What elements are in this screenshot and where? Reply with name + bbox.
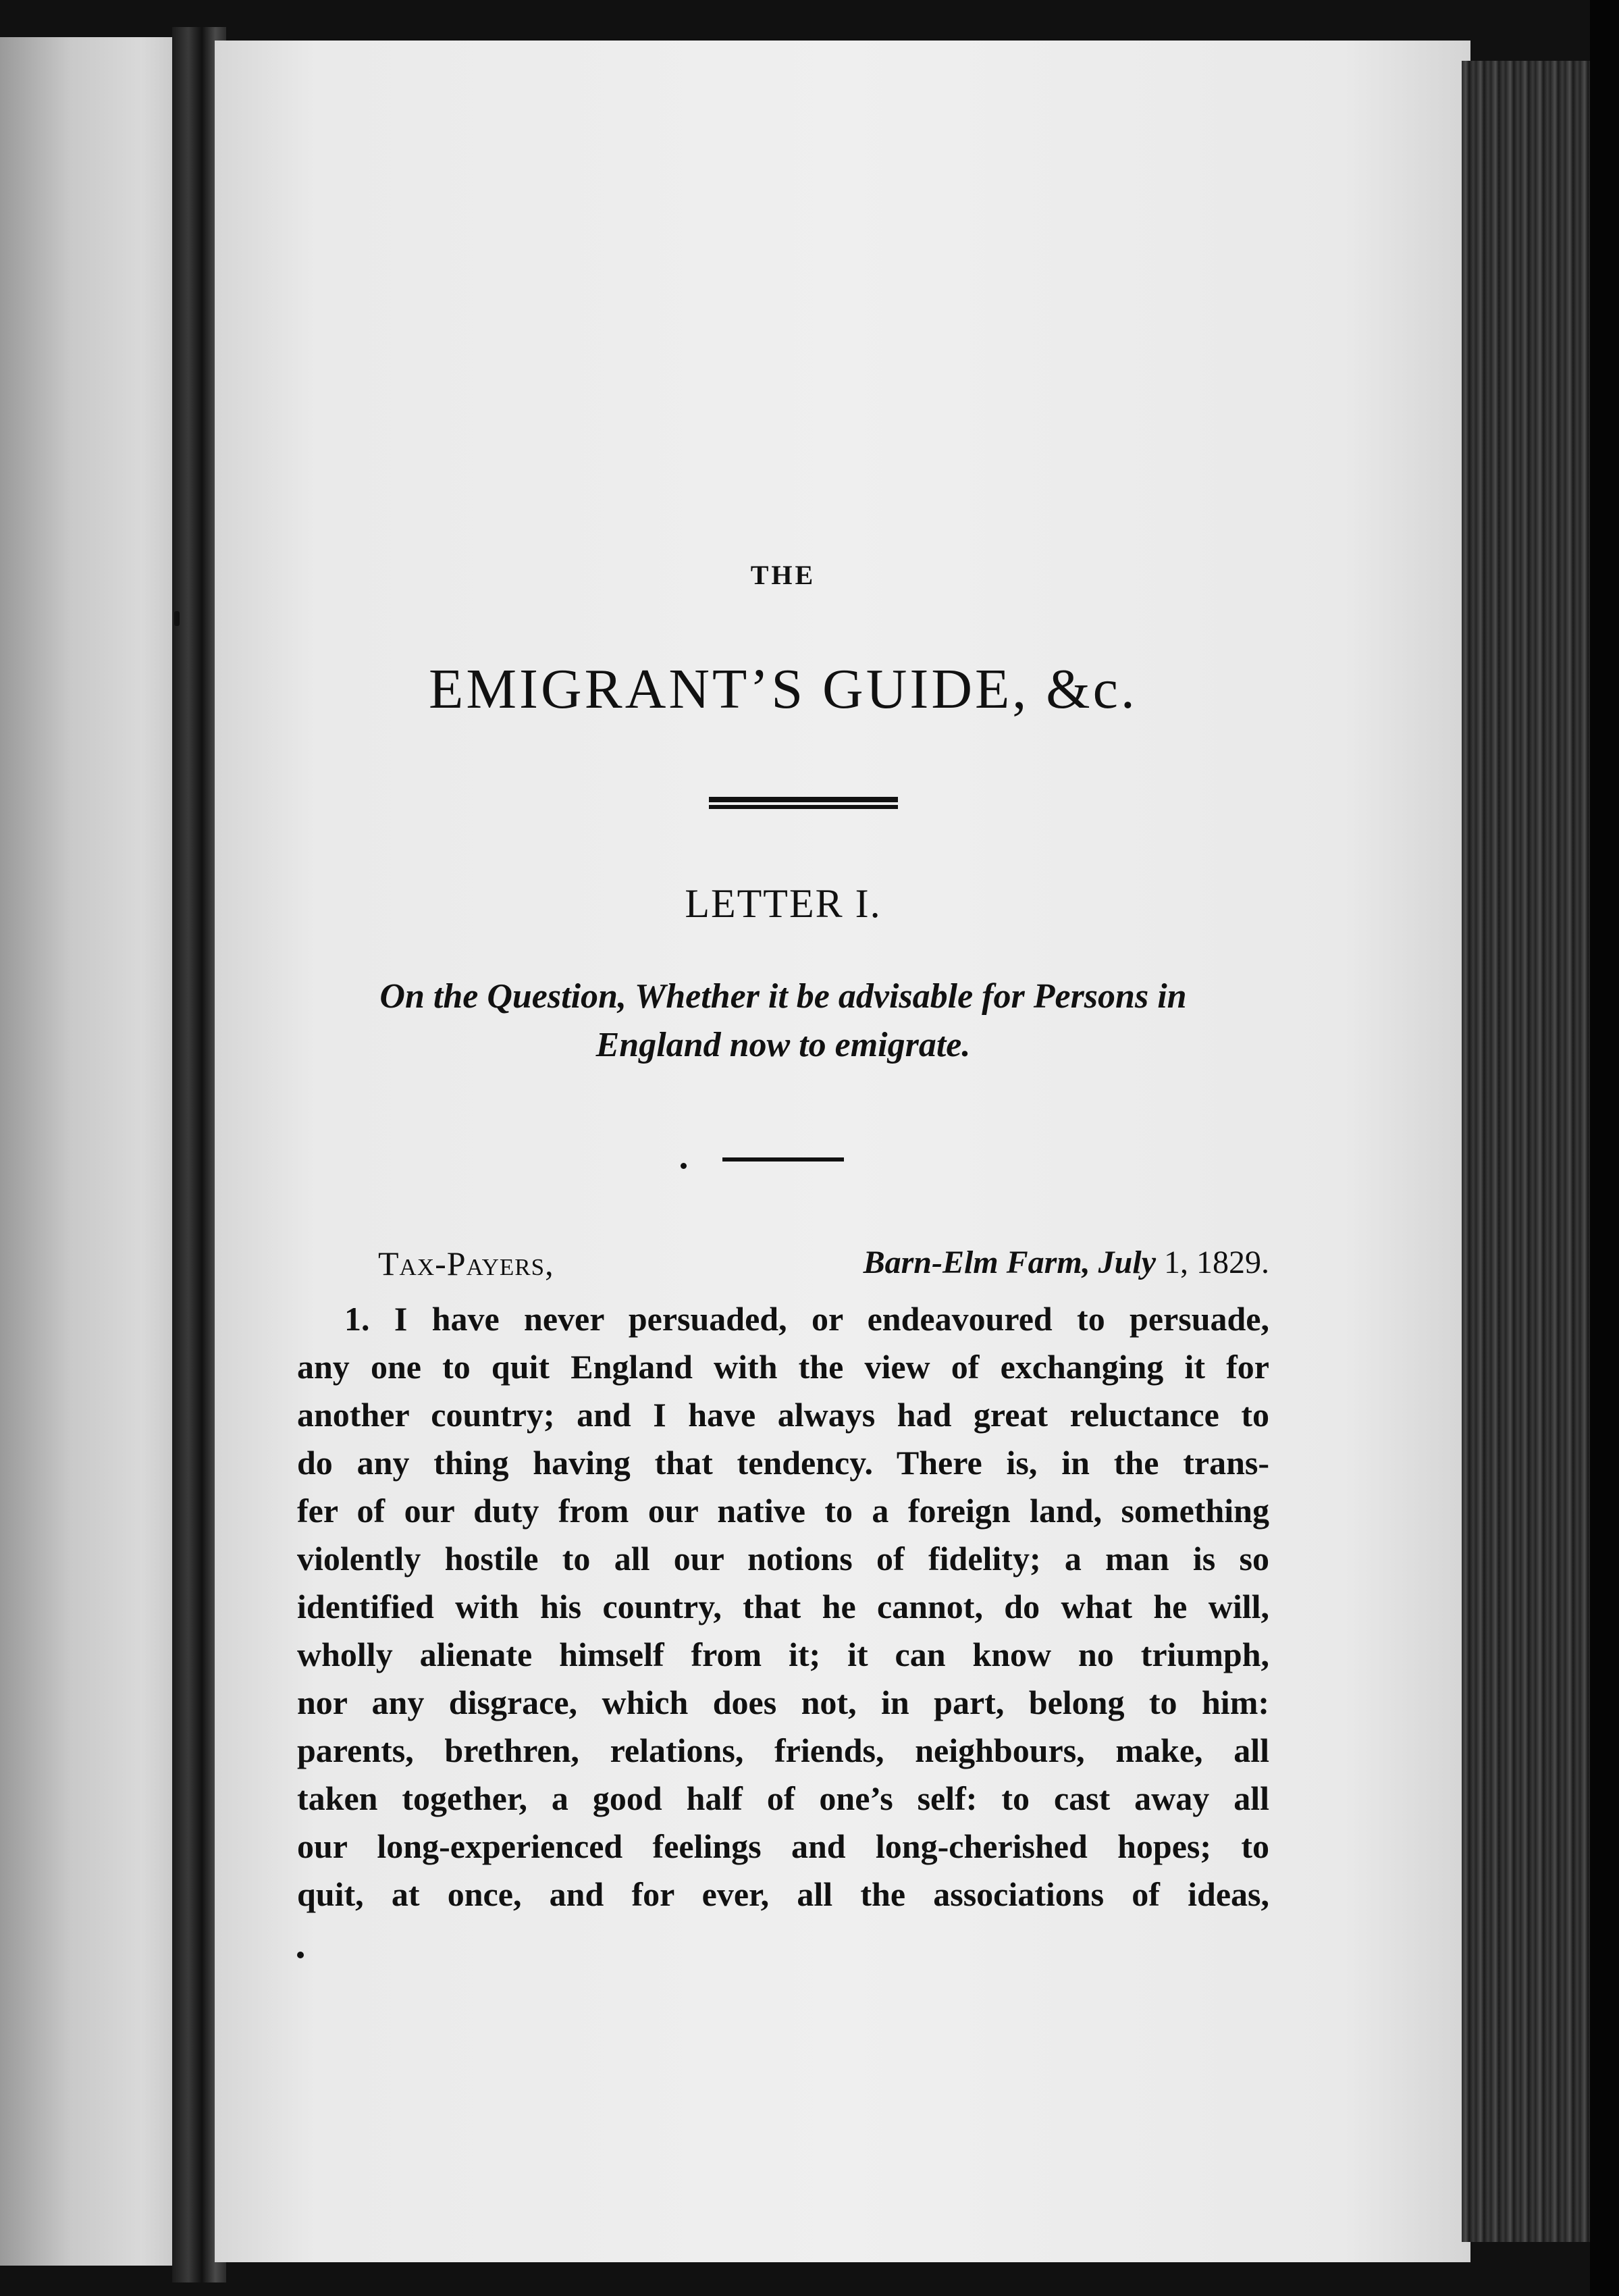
body-line: taken together, a good half of one’s self: to cast away all (297, 1779, 1269, 1817)
body-line: identified with his country, that he cannot, do what he will, (297, 1588, 1269, 1625)
subtitle-line-1: On the Question, Whether it be advisable for Persons in (379, 977, 1187, 1016)
body-line: any one to quit England with the view of exchanging it for (297, 1348, 1269, 1386)
letter-heading: LETTER I. (685, 881, 882, 926)
ink-speck (297, 1952, 304, 1958)
body-line: another country; and I have always had great reluctance to (297, 1396, 1269, 1434)
body-line: fer of our duty from our native to a foreign land, something (297, 1492, 1269, 1530)
body-line: quit, at once, and for ever, all the associations of ideas, (297, 1875, 1269, 1913)
body-line: parents, brethren, relations, friends, neighbours, make, all (297, 1731, 1269, 1769)
body-line: wholly alienate himself from it; it can know no triumph, (297, 1636, 1269, 1673)
salutation: Tax-Payers, (378, 1245, 554, 1282)
body-text (297, 1295, 1269, 1919)
ink-speck (681, 1163, 687, 1169)
title-prefix: THE (750, 560, 816, 590)
dateline (864, 1244, 1269, 1281)
scan-border (1590, 0, 1619, 2296)
body-line: do any thing having that tendency. There is, in the trans- (297, 1444, 1269, 1482)
book-title: EMIGRANT’S GUIDE, &c. (429, 658, 1138, 721)
letter-subtitle (297, 972, 1269, 1070)
short-rule-divider (722, 1157, 844, 1162)
body-line: violently hostile to all our notions of fidelity; a man is so (297, 1540, 1269, 1577)
ink-speck (174, 611, 180, 626)
dateline-place: Barn-Elm Farm, July (863, 1245, 1156, 1280)
subtitle-line-2: England now to emigrate. (595, 1026, 971, 1064)
page-sheet (215, 41, 1470, 2262)
body-line: 1. I have never persuaded, or endeavoured to persuade, (344, 1300, 1269, 1338)
salutation-row (297, 1244, 1269, 1291)
body-line: nor any disgrace, which does not, in part, belong to him: (297, 1684, 1269, 1721)
page-fore-edge (1462, 61, 1590, 2242)
body-line: our long-experienced feelings and long-cherished hopes; to (297, 1827, 1269, 1865)
double-rule-divider (709, 797, 898, 812)
dateline-date: 1, 1829. (1164, 1245, 1269, 1280)
